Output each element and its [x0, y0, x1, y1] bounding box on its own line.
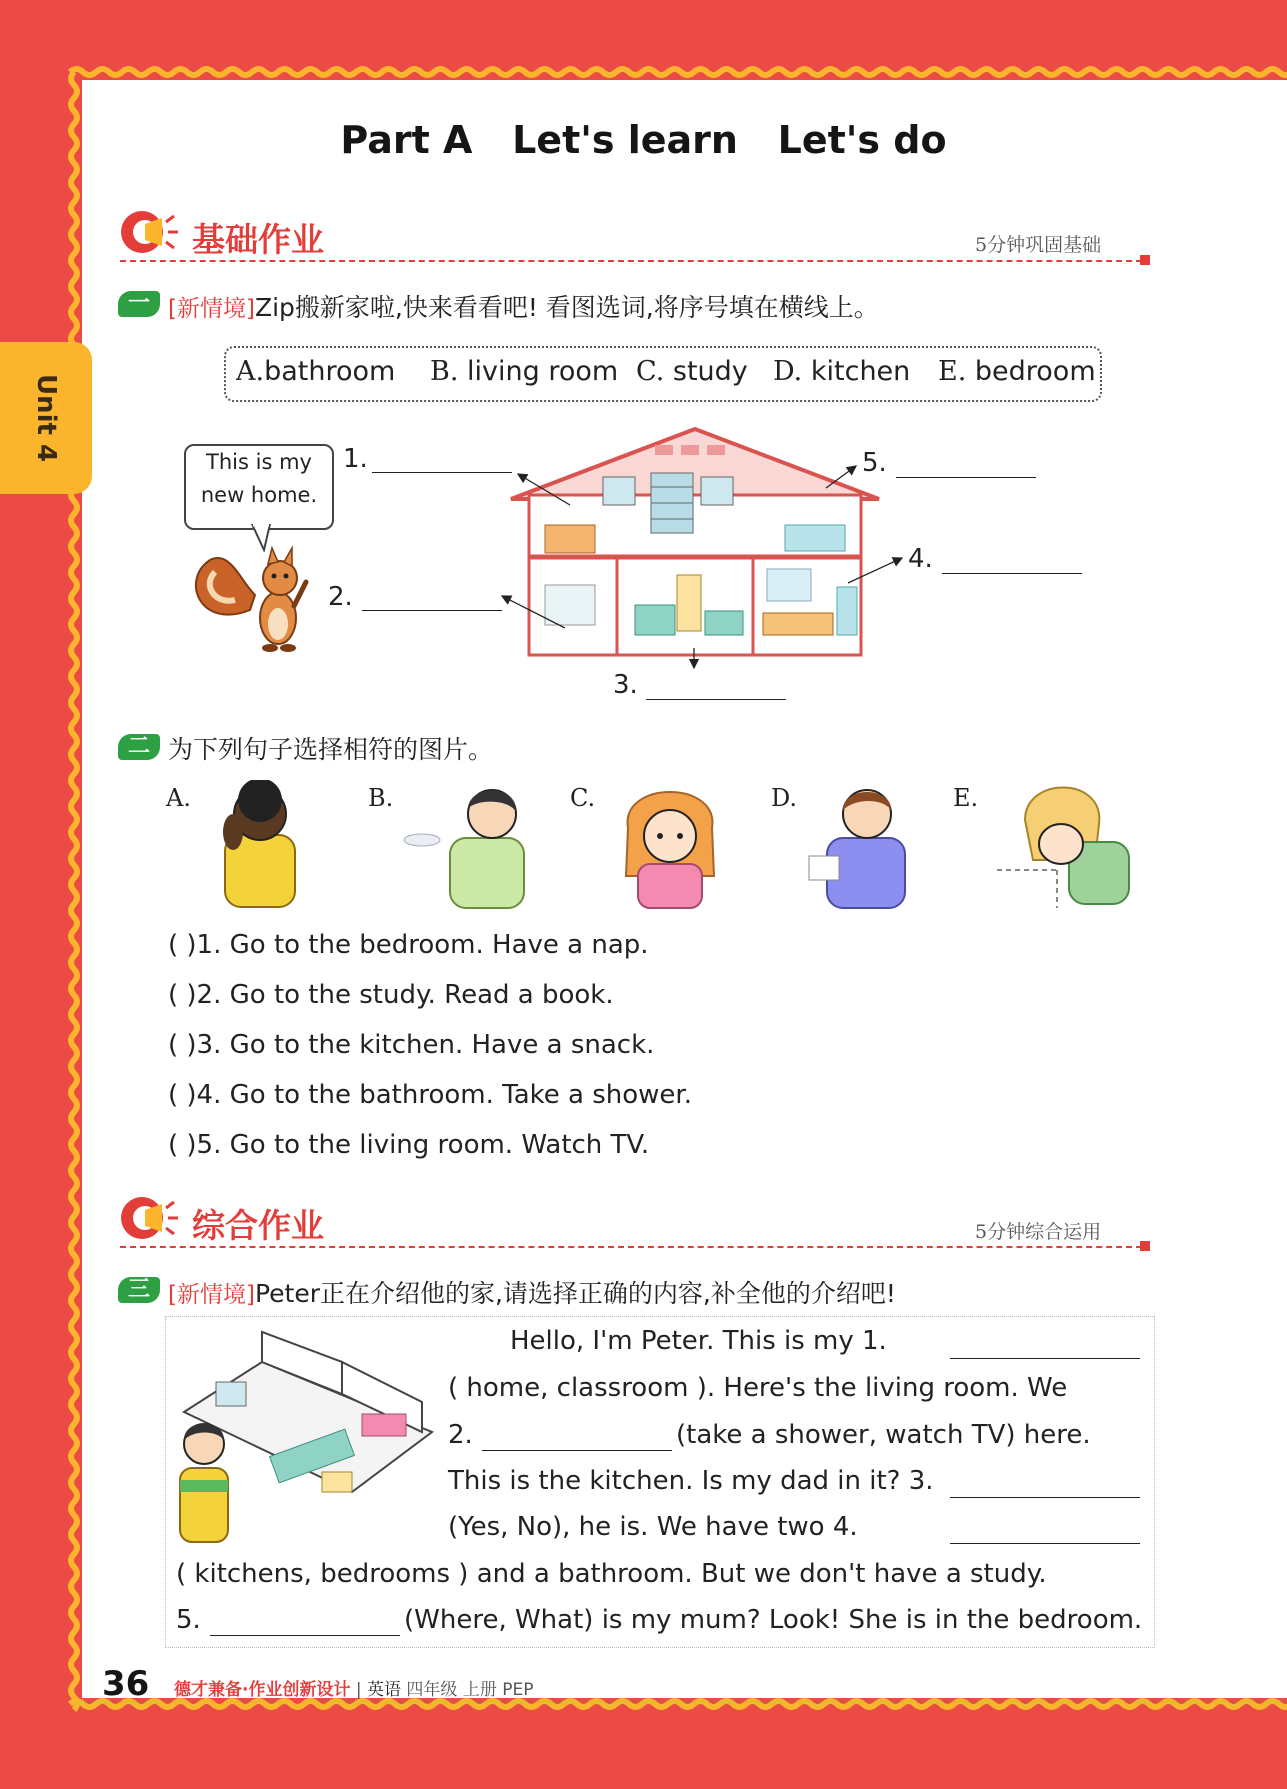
sentence-5: ( )5. Go to the living room. Watch TV.: [168, 1130, 650, 1160]
blank-label-4: 4.: [908, 544, 933, 574]
passage-line-2: ( home, classroom ). Here's the living room. We: [448, 1373, 1068, 1403]
passage-line-7-post: (Where, What) is my mum? Look! She is in the bedroom.: [404, 1605, 1143, 1635]
question-badge-1: 一: [118, 291, 160, 317]
option-d: D. kitchen: [773, 356, 911, 387]
blank-label-3: 3.: [613, 670, 638, 700]
option-a: A.bathroom: [236, 356, 396, 387]
question-3-instruction: [新情境]Peter正在介绍他的家,请选择正确的内容,补全他的介绍吧!: [168, 1279, 896, 1308]
unit-side-tab: Unit 4: [0, 342, 92, 494]
section-title-comprehensive: 综合作业: [192, 1206, 324, 1245]
page-number: 36: [102, 1664, 150, 1704]
pointer-arrows: [0, 0, 1287, 720]
child-picture-e: [995, 780, 1140, 910]
answer-blank-3-2[interactable]: [482, 1450, 672, 1451]
question-badge-2: 二: [118, 734, 160, 760]
peter-house-illustration: [172, 1322, 440, 1544]
picture-label-c: C.: [570, 784, 596, 812]
section-title-basic: 基础作业: [192, 220, 324, 259]
passage-line-4: This is the kitchen. Is my dad in it? 3.: [448, 1466, 934, 1496]
answer-blank-3-1[interactable]: [950, 1358, 1140, 1359]
page-title: Part A Let's learn Let's do: [340, 118, 947, 162]
sentence-4: ( )4. Go to the bathroom. Take a shower.: [168, 1080, 692, 1110]
passage-line-5: (Yes, No), he is. We have two 4.: [448, 1512, 858, 1542]
passage-line-1: Hello, I'm Peter. This is my 1.: [510, 1326, 887, 1356]
passage-line-6: ( kitchens, bedrooms ) and a bathroom. But we don't have a study.: [176, 1559, 1047, 1589]
speech-bubble: This is my new home.: [184, 444, 334, 530]
option-c: C. study: [636, 356, 748, 387]
picture-label-d: D.: [771, 784, 798, 812]
child-picture-c: [610, 780, 730, 910]
question-1-instruction: [新情境]Zip搬新家啦,快来看看吧! 看图选词,将序号填在横线上。: [168, 293, 879, 322]
footer-series: 德才兼备·作业创新设计 | 英语 四年级 上册 PEP: [174, 1680, 534, 1700]
picture-label-b: B.: [368, 784, 394, 812]
question-2-instruction: 为下列句子选择相符的图片。: [168, 735, 494, 764]
blank-label-5: 5.: [862, 448, 887, 478]
blank-label-1: 1.: [343, 444, 368, 474]
divider-end-mark: [1140, 1241, 1150, 1251]
child-picture-b: [400, 780, 535, 910]
passage-line-3-pre: 2.: [448, 1420, 473, 1450]
passage-line-3-post: (take a shower, watch TV) here.: [676, 1420, 1091, 1450]
answer-blank-3-5[interactable]: [210, 1635, 400, 1636]
sentence-1: ( )1. Go to the bedroom. Have a nap.: [168, 930, 649, 960]
section-divider: [120, 1246, 1142, 1248]
child-picture-d: [805, 780, 925, 910]
sentence-2: ( )2. Go to the study. Read a book.: [168, 980, 614, 1010]
sentence-3: ( )3. Go to the kitchen. Have a snack.: [168, 1030, 655, 1060]
option-b: B. living room: [430, 356, 619, 387]
picture-label-a: A.: [166, 784, 191, 812]
section-subtitle-comprehensive: 5分钟综合运用: [975, 1221, 1102, 1243]
megaphone-icon: [118, 1194, 180, 1242]
passage-line-7-pre: 5.: [176, 1605, 201, 1635]
option-e: E. bedroom: [938, 356, 1096, 387]
blank-label-2: 2.: [328, 582, 353, 612]
picture-label-e: E.: [953, 784, 979, 812]
answer-blank-3-3[interactable]: [950, 1497, 1140, 1498]
answer-blank-3-4[interactable]: [950, 1543, 1140, 1544]
child-picture-a: [205, 780, 315, 910]
question-badge-3: 三: [118, 1277, 160, 1303]
section-subtitle-basic: 5分钟巩固基础: [975, 234, 1102, 256]
